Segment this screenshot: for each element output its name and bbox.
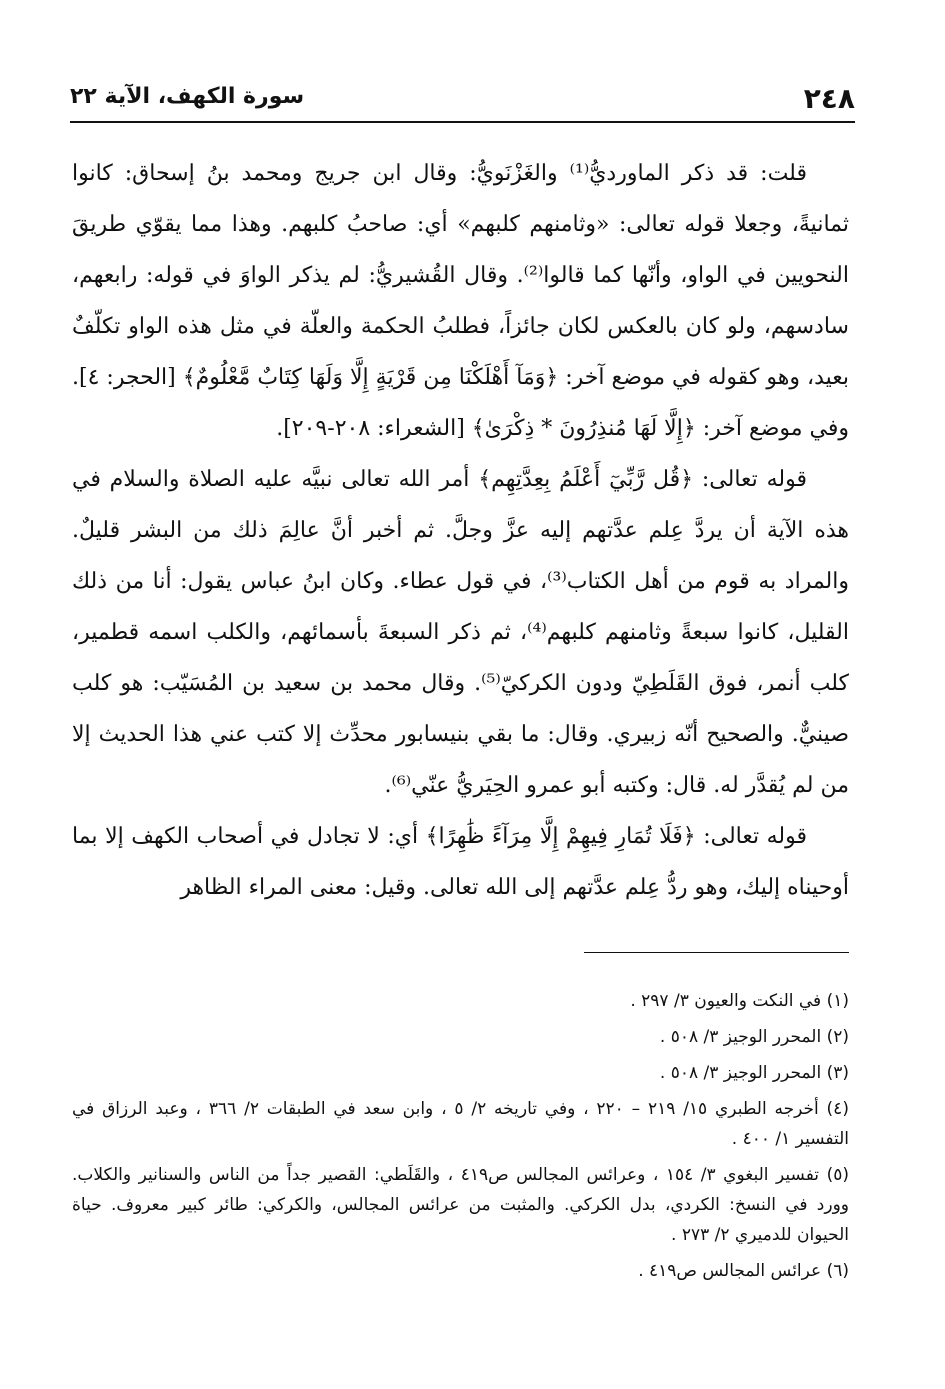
main-text <box>72 148 849 913</box>
running-title: سورة الكهف، الآية ٢٢ <box>70 84 305 109</box>
footnote: (٥) تفسير البغوي ٣/ ١٥٤ ، وعرائس المجالس ص٤١٩ ، والقَلَطي: القصير جداً من الناس والسنانير والكلاب. وورد في النسخ: الكردي، بدل الكركي. والمثبت من عرائس المجالس، والكركي: طائر كبير معروف. حياة الحيوان للدميري ٢/ ٢٧٣ . <box>72 1165 849 1245</box>
footnote: (٤) أخرجه الطبري ١٥/ ٢١٩ – ٢٢٠ ، وفي تاريخه ٢/ ٥ ، وابن سعد في الطبقات ٢/ ٣٦٦ ، وعبد الرزاق في التفسير ١/ ٤٠٠ . <box>72 1099 849 1149</box>
footnote: (١) في النكت والعيون ٣/ ٢٩٧ . <box>630 991 849 1011</box>
page-header <box>70 78 855 118</box>
header-divider <box>70 121 855 123</box>
paragraph: قوله تعالى: ﴿فَلَا تُمَارِ فِيهِمْ إِلَّا مِرَآءً ظَٰهِرًا﴾ أي: لا تجادل في أصحاب الكهف إلا بما أوحيناه إليك، وهو ردُّ عِلم عدَّتهم إلى الله تعالى. وقيل: معنى المراء الظاهر <box>72 824 849 900</box>
paragraph: قوله تعالى: ﴿قُل رَّبِّيٓ أَعْلَمُ بِعِدَّتِهِم﴾ أمر الله تعالى نبيَّه عليه الصلاة والسلام في هذه الآية أن يردَّ عِلم عدَّتهم إليه عزَّ وجلَّ. ثم أخبر أنَّ عالِمَ ذلك من البشر قليلٌ. والمراد به قوم من أهل الكتاب⁽³⁾، في قول عطاء. وكان ابنُ عباس يقول: أنا من ذلك القليل، كانوا سبعةً وثامنهم كلبهم⁽⁴⁾، ثم ذكر السبعةَ بأسمائهم، والكلب اسمه قطمير، كلب أنمر، فوق القَلَطِيّ ودون الكركيّ⁽⁵⁾. وقال محمد بن سعيد بن المُسَيّب: هو كلب صينيٌّ. والصحيح أنّه زبيري. وقال: ما بقي بنيسابور محدِّث إلا كتب عني هذا الحديث إلا من لم يُقدَّر له. قال: وكتبه أبو عمرو الحِيَريُّ عنّي⁽⁶⁾. <box>72 467 849 798</box>
footnote: (٣) المحرر الوجيز ٣/ ٥٠٨ . <box>659 1063 849 1083</box>
footnote: (٢) المحرر الوجيز ٣/ ٥٠٨ . <box>659 1027 849 1047</box>
page-number: ٢٤٨ <box>803 82 855 115</box>
footnote: (٦) عرائس المجالس ص٤١٩ . <box>638 1261 849 1281</box>
paragraph: قلت: قد ذكر الماورديُّ⁽¹⁾ والغَزْنَويُّ: وقال ابن جريج ومحمد بنُ إسحاق: كانوا ثمانيةً، وجعلا قوله تعالى: «وثامنهم كلبهم» أي: صاحبُ كلبهم. وهذا مما يقوّي طريقَ النحويين في الواو، وأنّها كما قالوا⁽²⁾. وقال القُشيريُّ: لم يذكر الواوَ في قوله: رابعهم، سادسهم، ولو كان بالعكس لكان جائزاً، فطلبُ الحكمة والعلّة في مثل هذه الواو تكلّفٌ بعيد، وهو كقوله في موضع آخر: ﴿وَمَآ أَهْلَكْنَا مِن قَرْيَةٍ إِلَّا وَلَهَا كِتَابٌ مَّعْلُومٌ﴾ [الحجر: ٤]. وفي موضع آخر: ﴿إِلَّا لَهَا مُنذِرُونَ * ذِكْرَىٰ﴾ [الشعراء: ٢٠٨-٢٠٩]. <box>72 161 849 441</box>
footnotes <box>72 986 849 1292</box>
footnote-divider <box>584 952 849 953</box>
